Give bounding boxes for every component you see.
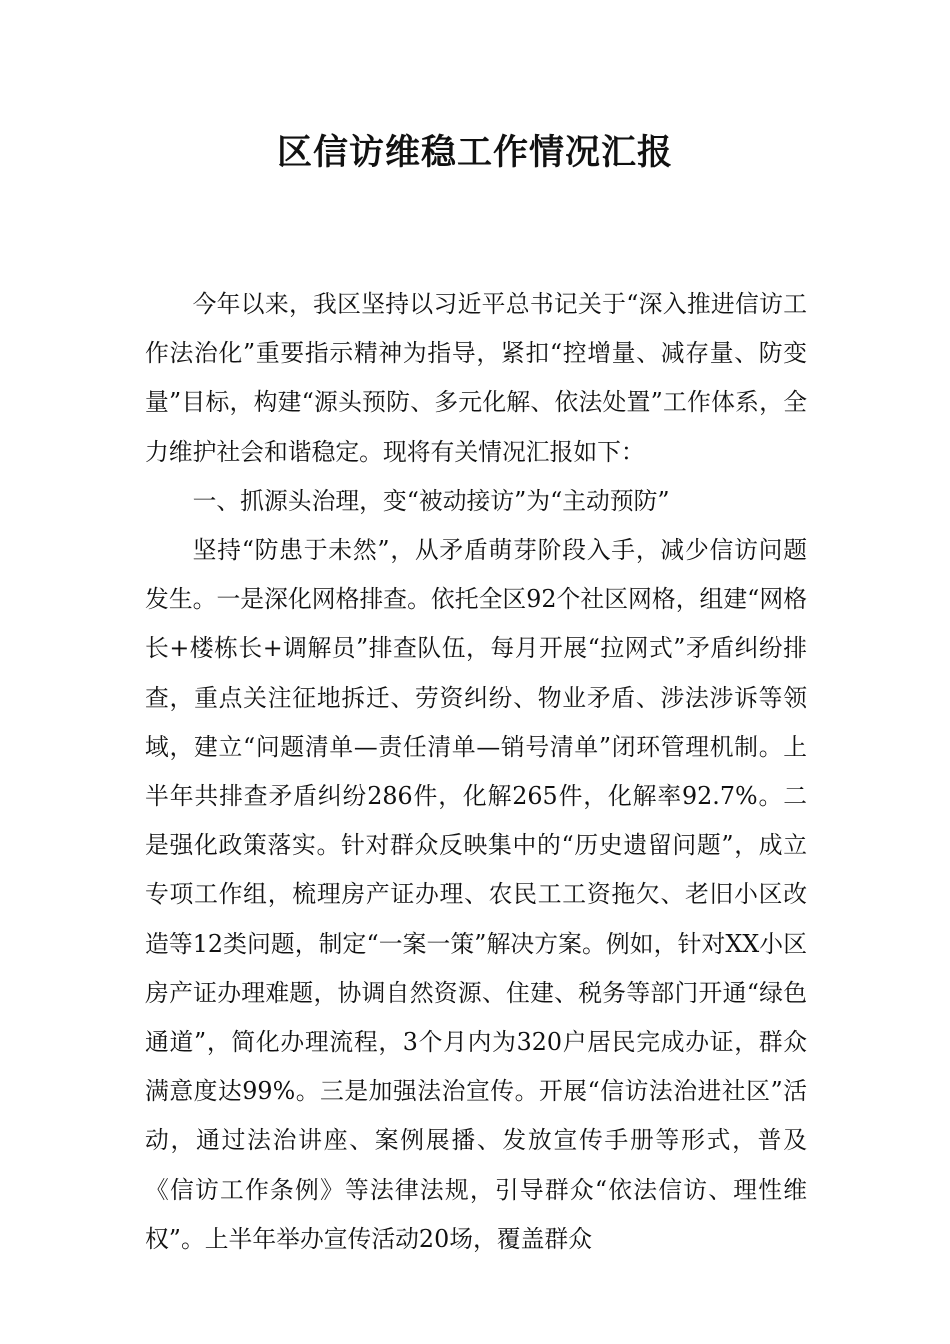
document-body [145, 280, 807, 1264]
section-1-paragraph: 坚持“防患于未然”，从矛盾萌芽阶段入手，减少信访问题发生。一是深化网格排查。依托全区92个社区网格，组建“网格长+楼栋长+调解员”排查队伍，每月开展“拉网式”矛盾纠纷排查，重点关注征地拆迁、劳资纠纷、物业矛盾、涉法涉诉等领域，建立“问题清单—责任清单—销号清单”闭环管理机制。上半年共排查矛盾纠纷286件，化解265件，化解率92.7%。二是强化政策落实。针对群众反映集中的“历史遗留问题”，成立专项工作组，梳理房产证办理、农民工工资拖欠、老旧小区改造等12类问题，制定“一案一策”解决方案。例如，针对XX小区房产证办理难题，协调自然资源、住建、税务等部门开通“绿色通道”，简化办理流程，3个月内为320户居民完成办证，群众满意度达99%。三是加强法治宣传。开展“信访法治进社区”活动，通过法治讲座、案例展播、发放宣传手册等形式，普及《信访工作条例》等法律法规，引导群众“依法信访、理性维权”。上半年举办宣传活动20场，覆盖群众 [145, 536, 807, 1253]
section-1-heading: 一、抓源头治理，变“被动接访”为“主动预防” [192, 486, 670, 515]
document-title: 区信访维稳工作情况汇报 [276, 133, 673, 173]
intro-paragraph: 今年以来，我区坚持以习近平总书记关于“深入推进信访工作法治化”重要指示精神为指导，紧扣“控增量、减存量、防变量”目标，构建“源头预防、多元化解、依法处置”工作体系，全力维护社会和谐稳定。现将有关情况汇报如下： [145, 290, 807, 466]
